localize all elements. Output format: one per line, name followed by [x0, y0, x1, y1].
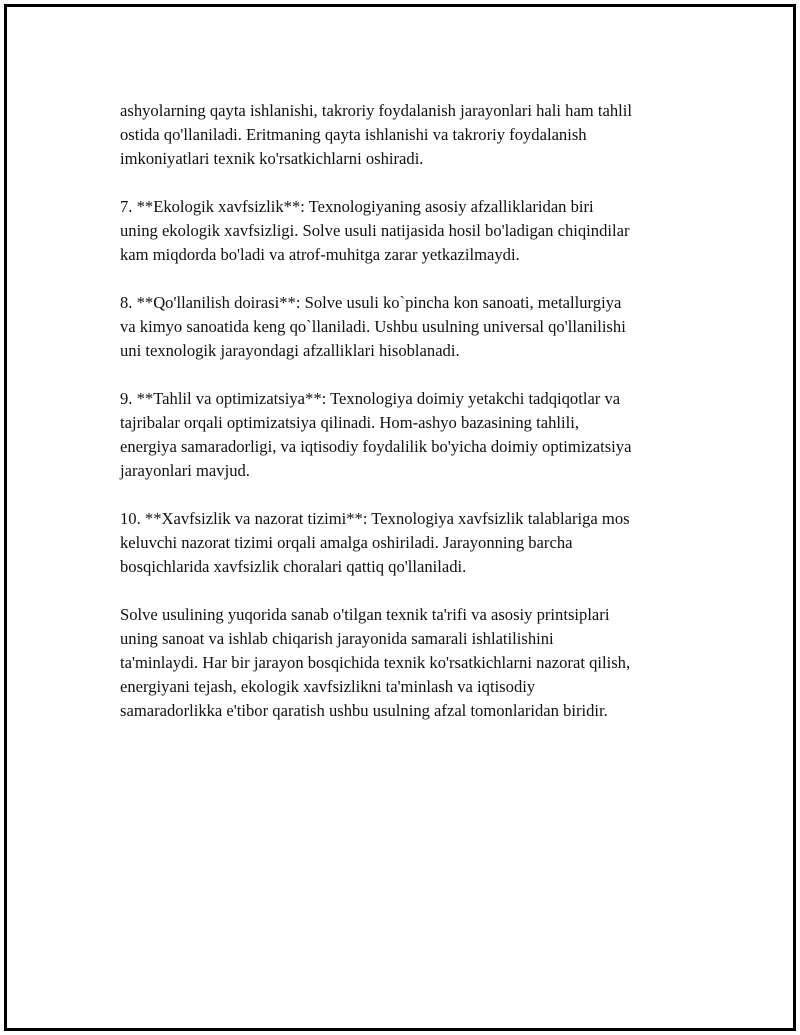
text-line: samaradorlikka e'tibor qaratish ushbu usulning afzal tomonlaridan biridir.: [120, 701, 608, 720]
text-line: energiyani tejash, ekologik xavfsizlikni ta'minlash va iqtisodiy: [120, 677, 536, 696]
paragraph-item-10: [120, 507, 710, 579]
document-body: [120, 99, 710, 747]
text-line: keluvchi nazorat tizimi orqali amalga oshiriladi. Jarayonning barcha: [120, 533, 573, 552]
text-line: ashyolarning qayta ishlanishi, takroriy foydalanish jarayonlari hali ham tahlil: [120, 101, 632, 120]
text-line: ostida qo'llaniladi. Eritmaning qayta ishlanishi va takroriy foydalanish: [120, 125, 587, 144]
paragraph-conclusion: [120, 603, 710, 723]
text-line: 7. **Ekologik xavfsizlik**: Texnologiyaning asosiy afzalliklaridan biri: [120, 197, 594, 216]
text-line: uni texnologik jarayondagi afzalliklari hisoblanadi.: [120, 341, 460, 360]
text-line: uning ekologik xavfsizligi. Solve usuli natijasida hosil bo'ladigan chiqindilar: [120, 221, 630, 240]
paragraph-item-9: [120, 387, 710, 483]
text-line: uning sanoat va ishlab chiqarish jarayonida samarali ishlatilishini: [120, 629, 554, 648]
text-line: energiya samaradorligi, va iqtisodiy foydalilik bo'yicha doimiy optimizatsiya: [120, 437, 632, 456]
text-line: jarayonlari mavjud.: [120, 461, 250, 480]
text-line: kam miqdorda bo'ladi va atrof-muhitga zarar yetkazilmaydi.: [120, 245, 520, 264]
text-line: imkoniyatlari texnik ko'rsatkichlarni oshiradi.: [120, 149, 424, 168]
paragraph-item-7: [120, 195, 710, 267]
text-line: Solve usulining yuqorida sanab o'tilgan texnik ta'rifi va asosiy printsiplari: [120, 605, 610, 624]
paragraph-intro: [120, 99, 710, 171]
text-line: tajribalar orqali optimizatsiya qilinadi. Hom-ashyo bazasining tahlili,: [120, 413, 579, 432]
text-line: bosqichlarida xavfsizlik choralari qattiq qo'llaniladi.: [120, 557, 467, 576]
text-line: 8. **Qo'llanilish doirasi**: Solve usuli ko`pincha kon sanoati, metallurgiya: [120, 293, 622, 312]
paragraph-item-8: [120, 291, 710, 363]
text-line: va kimyo sanoatida keng qo`llaniladi. Ushbu usulning universal qo'llanilishi: [120, 317, 626, 336]
page-frame: [4, 4, 796, 1031]
text-line: 9. **Tahlil va optimizatsiya**: Texnologiya doimiy yetakchi tadqiqotlar va: [120, 389, 621, 408]
text-line: 10. **Xavfsizlik va nazorat tizimi**: Texnologiya xavfsizlik talablariga mos: [120, 509, 630, 528]
text-line: ta'minlaydi. Har bir jarayon bosqichida texnik ko'rsatkichlarni nazorat qilish,: [120, 653, 631, 672]
